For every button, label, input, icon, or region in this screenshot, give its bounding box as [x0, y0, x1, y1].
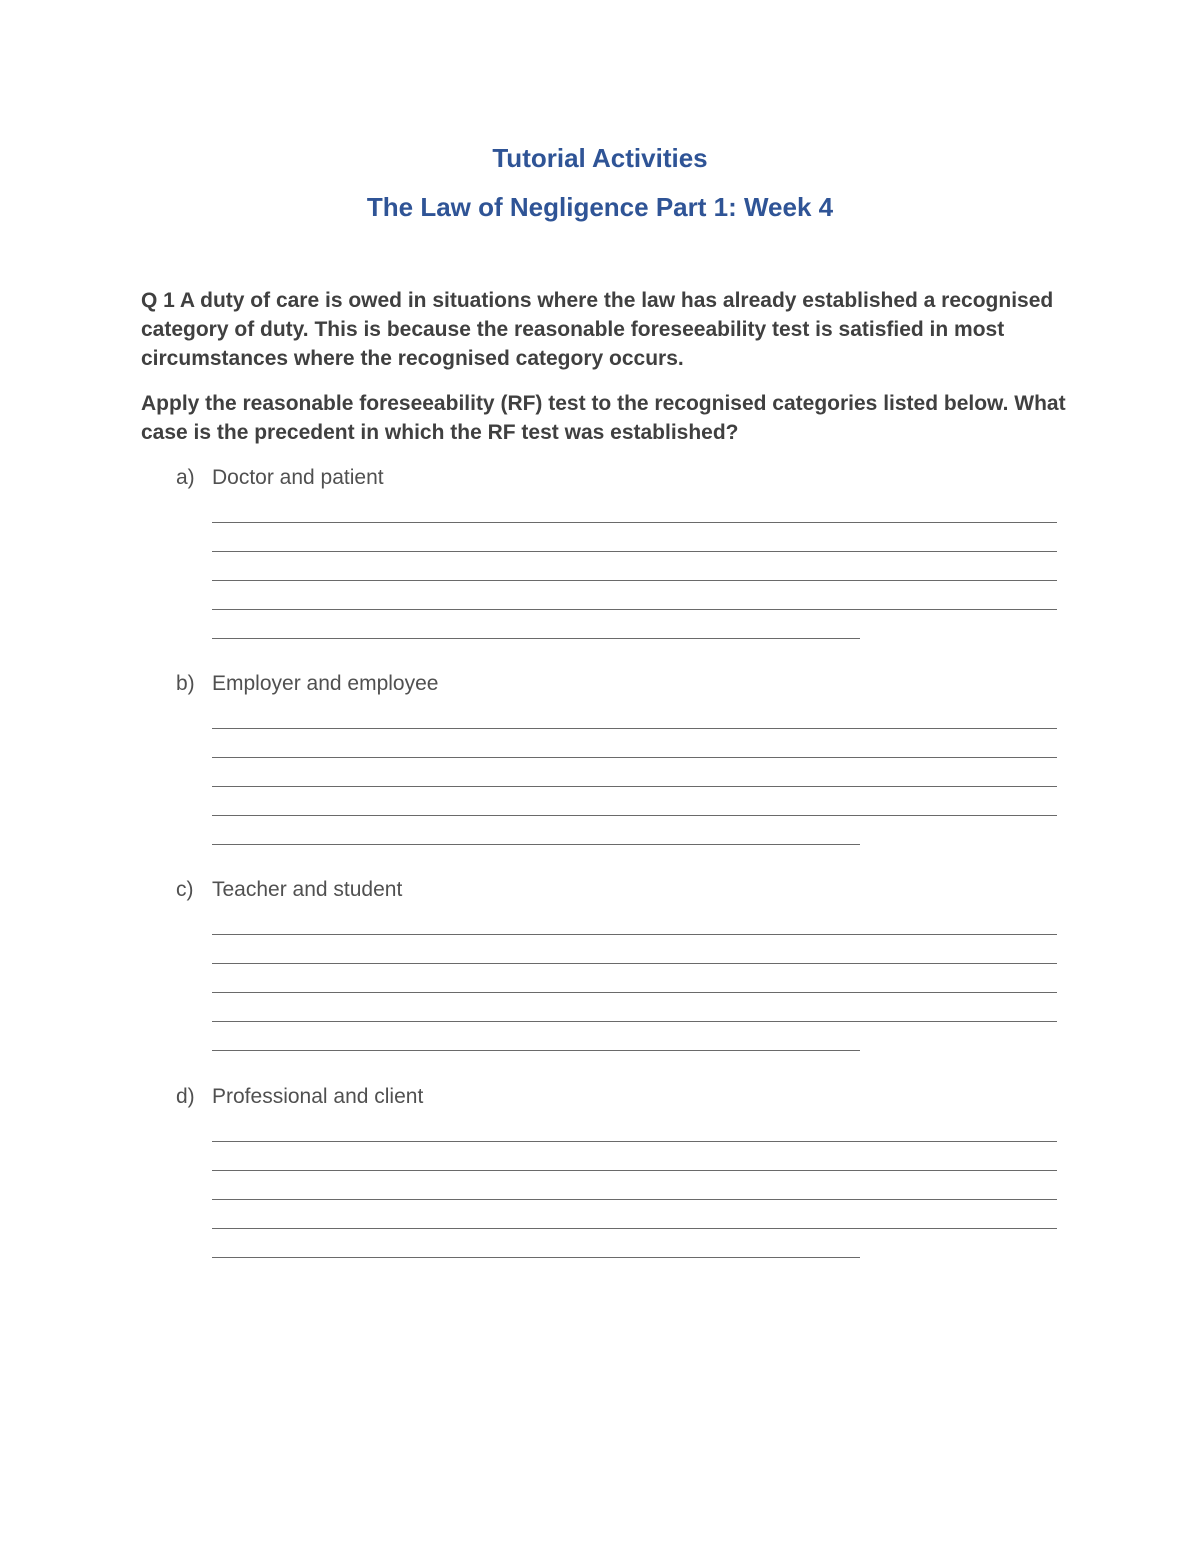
- item-letter: b): [176, 672, 195, 695]
- item-letter: c): [176, 878, 194, 901]
- list-item-d: [176, 1083, 1076, 1111]
- question-1-text: Q 1 A duty of care is owed in situations where the law has already established a recognised category of duty. This is because the reasonable foreseeability test is satisfied in most circumstances where the recognised category occurs.: [141, 289, 1054, 370]
- answer-line[interactable]: [212, 609, 1057, 610]
- item-label: Professional and client: [212, 1085, 424, 1108]
- answer-line[interactable]: [212, 1199, 1057, 1200]
- item-label: Teacher and student: [212, 878, 403, 901]
- answer-line[interactable]: [212, 1141, 1057, 1142]
- answer-line[interactable]: [212, 728, 1057, 729]
- answer-line[interactable]: [212, 757, 1057, 758]
- answer-line[interactable]: [212, 522, 1057, 523]
- question-instruction: Apply the reasonable foreseeability (RF) test to the recognised categories listed below. What case is the precedent in which the RF test was established?: [141, 392, 1066, 444]
- item-label-row: [176, 876, 1076, 904]
- answer-line[interactable]: [212, 844, 860, 845]
- item-label: Doctor and patient: [212, 466, 384, 489]
- item-letter: d): [176, 1085, 195, 1108]
- answer-line[interactable]: [212, 580, 1057, 581]
- list-item-b: [176, 670, 1076, 698]
- answer-line[interactable]: [212, 1257, 860, 1258]
- answer-line[interactable]: [212, 638, 860, 639]
- answer-line[interactable]: [212, 551, 1057, 552]
- item-label-row: [176, 670, 1076, 698]
- document-title: Tutorial Activities: [492, 143, 708, 173]
- answer-line[interactable]: [212, 1021, 1057, 1022]
- list-item-a: [176, 464, 1076, 492]
- document-subtitle: The Law of Negligence Part 1: Week 4: [366, 192, 834, 222]
- answer-line[interactable]: [212, 815, 1057, 816]
- list-item-c: [176, 876, 1076, 904]
- answer-line[interactable]: [212, 963, 1057, 964]
- answer-line[interactable]: [212, 786, 1057, 787]
- answer-line[interactable]: [212, 1228, 1057, 1229]
- answer-line[interactable]: [212, 934, 1057, 935]
- answer-line[interactable]: [212, 1170, 1057, 1171]
- item-label-row: [176, 1083, 1076, 1111]
- answer-line[interactable]: [212, 992, 1057, 993]
- item-label: Employer and employee: [212, 672, 439, 695]
- answer-line[interactable]: [212, 1050, 860, 1051]
- item-letter: a): [176, 466, 195, 489]
- item-label-row: [176, 464, 1076, 492]
